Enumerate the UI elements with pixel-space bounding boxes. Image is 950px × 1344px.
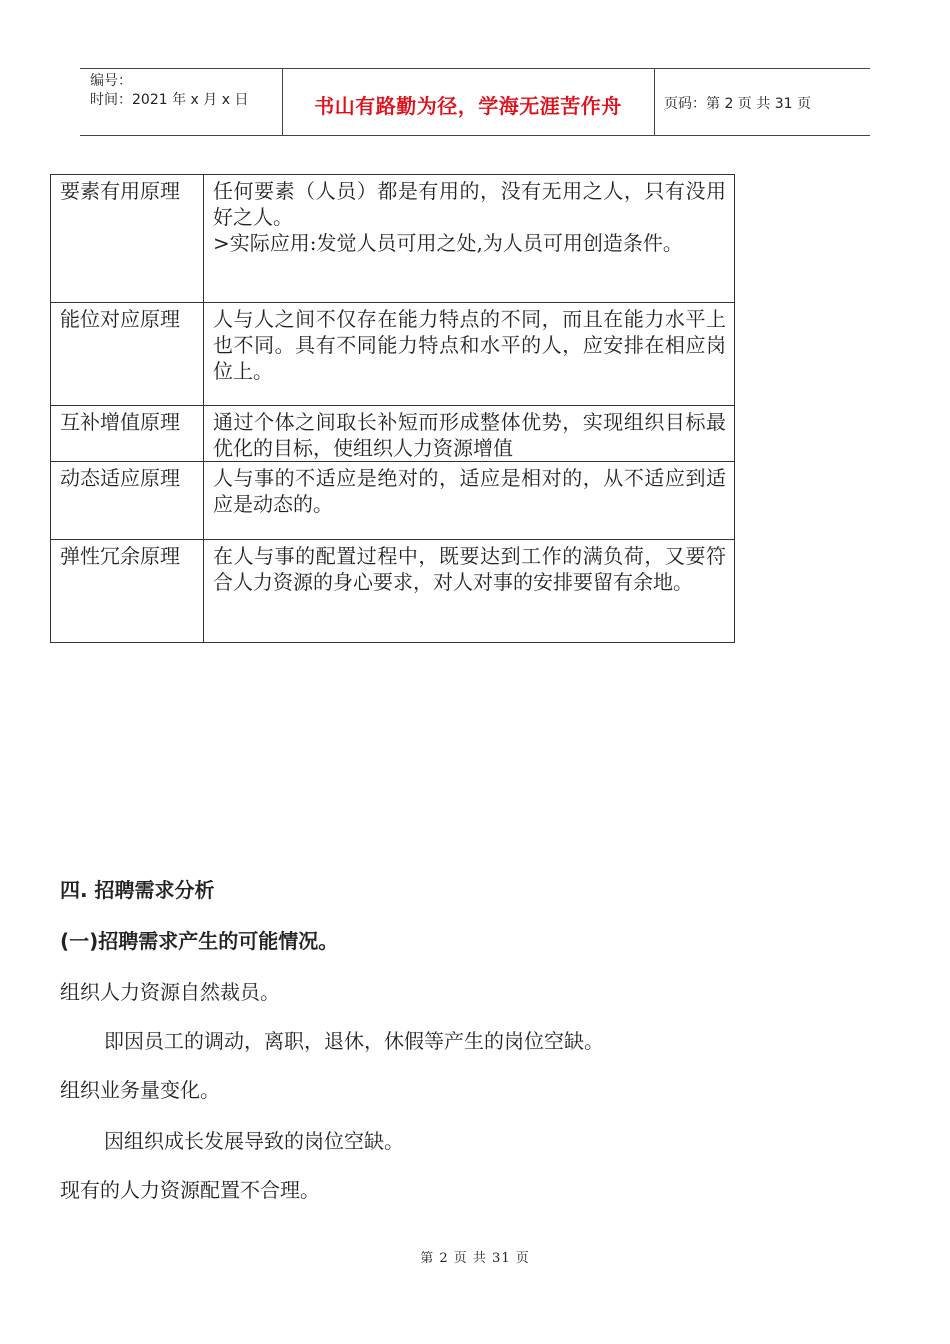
- principle-desc: [204, 540, 735, 643]
- principle-desc: [204, 462, 735, 540]
- principle-name: 能位对应原理: [51, 303, 204, 406]
- principle-desc: [204, 406, 735, 462]
- principle-desc: [204, 303, 735, 406]
- header-divider-right: [654, 68, 655, 135]
- header-top-rule: [80, 68, 870, 69]
- principle-name: 要素有用原理: [51, 175, 204, 303]
- table-row: [51, 303, 735, 406]
- principle-name: 动态适应原理: [51, 462, 204, 540]
- header-page-info: 页码：第 2 页 共 31 页: [664, 96, 811, 112]
- principle-name: 弹性冗余原理: [51, 540, 204, 643]
- principle-desc-line: 任何要素（人员）都是有用的，没有无用之人，只有没用好之人。: [213, 179, 726, 229]
- principle-desc-line: 人与人之间不仅存在能力特点的不同，而且在能力水平上也不同。具有不同能力特点和水平的人，应安排在相应岗位上。: [213, 307, 726, 383]
- principle-desc-line: 人与事的不适应是绝对的，适应是相对的，从不适应到适应是动态的。: [213, 466, 726, 516]
- principles-table: [50, 174, 735, 643]
- table-row: [51, 462, 735, 540]
- list-item: 现有的人力资源配置不合理。: [60, 1178, 320, 1202]
- header-date-label: 时间：2021 年 x 月 x 日: [90, 92, 249, 108]
- list-item: 组织人力资源自然裁员。: [60, 980, 280, 1004]
- page-footer: 第 2 页 共 31 页: [420, 1251, 530, 1266]
- principle-name: 互补增值原理: [51, 406, 204, 462]
- table-row: [51, 175, 735, 303]
- header-code-label: 编号：: [90, 73, 132, 89]
- principle-desc-line: 在人与事的配置过程中，既要达到工作的满负荷，又要符合人力资源的身心要求，对人对事的安排要留有余地。: [213, 544, 726, 594]
- list-item: 即因员工的调动，离职，退休，休假等产生的岗位空缺。: [104, 1029, 604, 1053]
- principle-desc-line: 通过个体之间取长补短而形成整体优势，实现组织目标最优化的目标，使组织人力资源增值: [213, 410, 726, 460]
- list-item: 组织业务量变化。: [60, 1078, 220, 1102]
- principle-desc: [204, 175, 735, 303]
- section-subtitle: (一)招聘需求产生的可能情况。: [60, 929, 339, 953]
- header-meta: [90, 72, 248, 110]
- list-item: 因组织成长发展导致的岗位空缺。: [104, 1129, 404, 1153]
- principle-desc-line: >实际应用:发觉人员可用之处,为人员可用创造条件。: [213, 231, 683, 255]
- header-motto: 书山有路勤为径，学海无涯苦作舟: [314, 94, 622, 118]
- header-bottom-rule: [80, 135, 870, 136]
- section-title: 四. 招聘需求分析: [60, 878, 215, 902]
- table-row: [51, 540, 735, 643]
- table-row: [51, 406, 735, 462]
